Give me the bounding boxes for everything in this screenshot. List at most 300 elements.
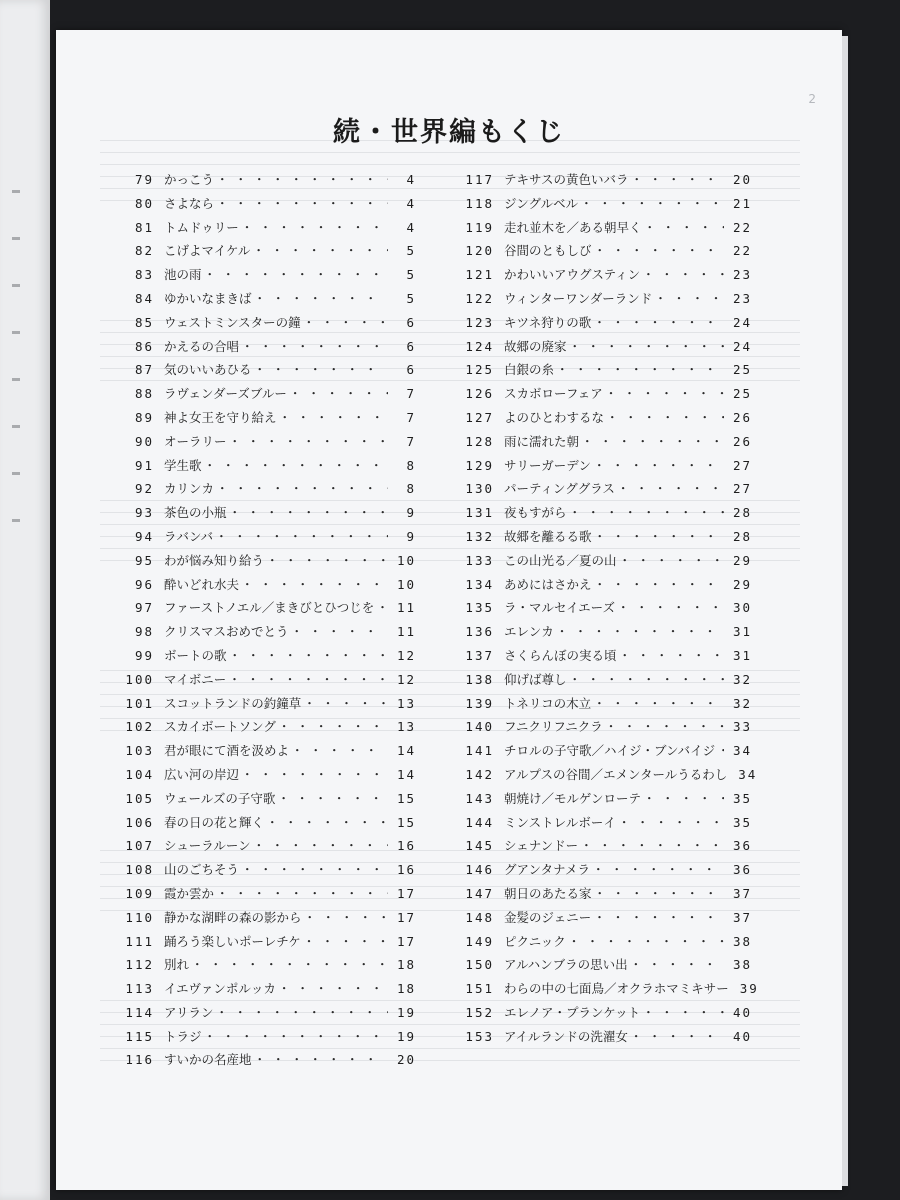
leader-dots [376, 598, 388, 616]
leader-dots [642, 265, 724, 283]
entry-title: かえるの合唱 [164, 338, 240, 354]
entry-title: 山のごちそう [164, 862, 240, 878]
toc-entry [116, 646, 416, 670]
entry-page-number: 38 [732, 957, 752, 973]
entry-title: エレノア・プランケット [504, 1004, 641, 1020]
entry-number: 86 [134, 338, 154, 354]
leader-dots [630, 955, 724, 973]
entry-number: 88 [134, 386, 154, 402]
leader-dots [254, 360, 388, 378]
toc-entry [116, 789, 416, 813]
leader-dots [204, 456, 388, 474]
entry-title: 霞か雲か [164, 885, 215, 901]
entry-title: テキサスの黄色いバラ [504, 172, 629, 187]
leader-dots [617, 598, 724, 616]
entry-number: 104 [125, 766, 154, 782]
entry-page-number: 11 [396, 600, 416, 616]
entry-number: 109 [125, 885, 154, 901]
leader-dots [717, 741, 724, 759]
leader-dots [278, 979, 388, 997]
entry-number: 89 [134, 409, 154, 425]
leader-dots [241, 860, 388, 878]
entry-number: 116 [125, 1052, 154, 1068]
entry-number: 83 [134, 267, 154, 283]
entry-page-number: 5 [406, 267, 416, 283]
entry-page-number: 35 [732, 790, 752, 806]
entry-page-number: 7 [406, 409, 416, 425]
entry-page-number: 15 [396, 790, 416, 806]
leader-dots [580, 836, 724, 854]
entry-title: エレンカ [504, 624, 554, 640]
leader-dots [191, 955, 388, 973]
entry-page-number: 32 [732, 695, 752, 711]
toc-entry [116, 527, 416, 551]
leader-dots [254, 289, 388, 307]
entry-page-number: 6 [406, 338, 416, 354]
entry-title: スカボローフェア [504, 386, 603, 402]
entry-number: 145 [465, 838, 494, 854]
toc-entry [116, 932, 416, 956]
entry-title: さよなら [164, 195, 215, 211]
toc-entry [456, 479, 752, 503]
toc-entry [116, 955, 416, 979]
entry-page-number: 37 [732, 885, 752, 901]
leader-dots [254, 1050, 388, 1068]
entry-number: 107 [125, 838, 154, 854]
entry-page-number: 31 [732, 624, 752, 640]
leader-dots [216, 884, 388, 902]
entry-page-number: 13 [396, 695, 416, 711]
entry-title: かっこう [164, 172, 215, 187]
entry-page-number: 4 [406, 195, 416, 211]
entry-title: アルハンブラの思い出 [504, 957, 628, 973]
entry-page-number: 20 [732, 172, 752, 187]
entry-page-number: 5 [406, 290, 416, 306]
leader-dots [644, 218, 724, 236]
leader-dots [556, 622, 724, 640]
entry-title: イエヴァンポルッカ [164, 981, 276, 997]
entry-page-number: 20 [396, 1052, 416, 1068]
entry-number: 112 [125, 957, 154, 973]
entry-number: 96 [134, 576, 154, 592]
entry-number: 134 [465, 576, 494, 592]
entry-number: 142 [465, 766, 494, 782]
entry-page-number: 4 [406, 219, 416, 235]
leader-dots [568, 932, 724, 950]
toc-entry [116, 170, 416, 194]
entry-title: この山光る／夏の山 [504, 552, 617, 568]
leader-dots [277, 789, 388, 807]
entry-number: 115 [125, 1028, 154, 1044]
toc-entry [116, 479, 416, 503]
toc-entry [456, 289, 752, 313]
toc-entry [116, 860, 416, 884]
entry-title: 神よ女王を守り給え [164, 409, 277, 425]
entry-number: 144 [465, 814, 494, 830]
entry-title: 踊ろう楽しいポーレチケ [164, 933, 301, 949]
entry-page-number: 26 [732, 433, 752, 449]
leader-dots [593, 694, 724, 712]
toc-entry [456, 813, 752, 837]
leader-dots [291, 741, 388, 759]
leader-dots [228, 670, 388, 688]
toc-entry [116, 741, 416, 765]
leader-dots [606, 408, 724, 426]
entry-title: スコットランドの釣鐘草 [164, 695, 302, 711]
toc-entry [456, 313, 752, 337]
entry-number: 120 [465, 243, 494, 259]
entry-title: 故郷を離るる歌 [504, 528, 592, 544]
entry-title: 別れ [164, 957, 190, 973]
entry-page-number: 30 [732, 600, 752, 616]
entry-title: ウィンターワンダーランド [504, 290, 653, 306]
leader-dots [204, 265, 388, 283]
toc-entry [456, 955, 752, 979]
toc-entry [116, 313, 416, 337]
entry-page-number: 7 [406, 433, 416, 449]
leader-dots [304, 908, 388, 926]
toc-entry [456, 456, 752, 480]
entry-title: よのひとわするな [504, 409, 605, 425]
entry-title: アルプスの谷間／エメンタールうるわし [504, 766, 728, 782]
entry-page-number: 8 [406, 481, 416, 497]
toc-entry [456, 670, 752, 694]
toc-entry [456, 360, 752, 384]
entry-page-number: 18 [396, 957, 416, 973]
toc-entry [116, 908, 416, 932]
entry-number: 140 [465, 719, 494, 735]
entry-number: 132 [465, 528, 494, 544]
leader-dots [229, 432, 388, 450]
leader-dots [630, 1027, 724, 1045]
leader-dots [569, 503, 724, 521]
entry-page-number: 19 [396, 1004, 416, 1020]
toc-entry [456, 432, 752, 456]
entry-title: チロルの子守歌／ハイジ・ブンバイジ [504, 743, 716, 759]
entry-page-number: 34 [738, 766, 758, 782]
entry-number: 129 [465, 457, 494, 473]
entry-page-number: 34 [732, 743, 752, 759]
toc-entry [456, 1027, 752, 1051]
entry-number: 98 [134, 624, 154, 640]
entry-page-number: 29 [732, 576, 752, 592]
leader-dots [289, 384, 388, 402]
entry-title: ファーストノエル／まきびとひつじを [164, 600, 375, 616]
entry-title: ジングルベル [504, 195, 579, 211]
toc-entry [456, 551, 752, 575]
entry-number: 94 [134, 528, 154, 544]
leader-dots [643, 789, 724, 807]
entry-page-number: 25 [732, 386, 752, 402]
entry-title: 茶色の小瓶 [164, 505, 227, 521]
toc-entry [116, 979, 416, 1003]
leader-dots [605, 384, 724, 402]
entry-page-number: 18 [396, 981, 416, 997]
leader-dots [204, 1027, 388, 1045]
leader-dots [619, 646, 724, 664]
entry-number: 152 [465, 1004, 494, 1020]
entry-page-number: 25 [732, 362, 752, 378]
entry-number: 108 [125, 862, 154, 878]
entry-title: アイルランドの洗濯女 [504, 1028, 628, 1044]
entry-page-number: 17 [396, 909, 416, 925]
leader-dots [216, 170, 388, 188]
entry-page-number: 28 [732, 505, 752, 521]
toc-entry [116, 622, 416, 646]
leader-dots [619, 551, 724, 569]
entry-number: 127 [465, 409, 494, 425]
entry-title: アリラン [164, 1004, 214, 1020]
entry-page-number: 6 [406, 314, 416, 330]
entry-number: 125 [465, 362, 494, 378]
entry-number: 92 [134, 481, 154, 497]
toc-entry [116, 218, 416, 242]
entry-page-number: 33 [732, 719, 752, 735]
leader-dots [279, 408, 388, 426]
toc-entry [456, 765, 758, 789]
entry-number: 84 [134, 290, 154, 306]
entry-page-number: 17 [396, 885, 416, 901]
entry-number: 79 [134, 172, 154, 187]
toc-entry [456, 218, 752, 242]
toc-column-right [456, 170, 759, 1050]
entry-page-number: 19 [396, 1028, 416, 1044]
entry-page-number: 9 [406, 505, 416, 521]
entry-page-number: 9 [406, 528, 416, 544]
entry-page-number: 5 [406, 243, 416, 259]
entry-page-number: 26 [732, 409, 752, 425]
entry-page-number: 39 [739, 981, 759, 997]
entry-page-number: 12 [396, 671, 416, 687]
entry-number: 105 [125, 790, 154, 806]
entry-page-number: 38 [732, 933, 752, 949]
leader-dots [241, 337, 388, 355]
entry-number: 106 [125, 814, 154, 830]
toc-entry [456, 908, 752, 932]
entry-number: 139 [465, 695, 494, 711]
toc-entry [456, 836, 752, 860]
entry-number: 126 [465, 386, 494, 402]
entry-page-number: 24 [732, 314, 752, 330]
entry-title: ピクニック [504, 933, 566, 949]
entry-title: キツネ狩りの歌 [504, 314, 592, 330]
leader-dots [241, 218, 388, 236]
toc-entry [116, 836, 416, 860]
leader-dots [654, 289, 724, 307]
toc-entry [116, 575, 416, 599]
entry-title: 酔いどれ水夫 [164, 576, 240, 592]
leader-dots [229, 646, 388, 664]
entry-number: 141 [465, 743, 494, 759]
toc-entry [456, 194, 752, 218]
entry-number: 123 [465, 314, 494, 330]
entry-number: 136 [465, 624, 494, 640]
entry-number: 121 [465, 267, 494, 283]
entry-page-number: 16 [396, 838, 416, 854]
entry-title: オーラリー [164, 433, 227, 449]
leader-dots [605, 717, 724, 735]
entry-number: 101 [125, 695, 154, 711]
entry-number: 150 [465, 957, 494, 973]
leader-dots [592, 860, 724, 878]
entry-title: 雨に濡れた朝 [504, 433, 580, 449]
entry-page-number: 23 [732, 267, 752, 283]
entry-page-number: 28 [732, 528, 752, 544]
entry-page-number: 16 [396, 862, 416, 878]
entry-page-number: 29 [732, 552, 752, 568]
entry-number: 128 [465, 433, 494, 449]
entry-page-number: 22 [732, 219, 752, 235]
entry-title: すいかの名産地 [164, 1052, 252, 1068]
entry-title: ウェールズの子守歌 [164, 790, 276, 806]
entry-page-number: 36 [732, 862, 752, 878]
entry-number: 81 [134, 219, 154, 235]
entry-title: こげよマイケル [164, 243, 251, 259]
entry-page-number: 14 [396, 743, 416, 759]
entry-title: 春の日の花と輝く [164, 814, 265, 830]
entry-page-number: 21 [732, 195, 752, 211]
entry-title: 走れ並木を／ある朝早く [504, 219, 642, 235]
entry-number: 80 [134, 195, 154, 211]
entry-title: シェナンドー [504, 838, 579, 854]
entry-number: 138 [465, 671, 494, 687]
entry-number: 124 [465, 338, 494, 354]
toc-entry [116, 289, 416, 313]
entry-number: 143 [465, 790, 494, 806]
entry-title: 仰げば尊し [504, 671, 567, 687]
entry-title: さくらんぼの実る頃 [504, 647, 617, 663]
toc-entry [116, 456, 416, 480]
toc-entry [456, 932, 752, 956]
toc-entry [116, 503, 416, 527]
entry-title: シューラルーン [164, 838, 251, 854]
toc-entry [456, 884, 752, 908]
entry-title: クリスマスおめでとう [164, 624, 289, 640]
toc-entry [456, 1003, 752, 1027]
leader-dots [303, 313, 388, 331]
entry-title: パーティンググラス [504, 481, 615, 497]
toc-entry [456, 979, 759, 1003]
entry-title: ラバンバ [164, 528, 214, 544]
entry-number: 151 [465, 981, 494, 997]
entry-number: 114 [125, 1004, 154, 1020]
toc-entry [116, 551, 416, 575]
leader-dots [278, 717, 388, 735]
entry-title: サリーガーデン [504, 457, 592, 473]
entry-number: 153 [465, 1028, 494, 1044]
leader-dots [229, 503, 388, 521]
entry-number: 122 [465, 290, 494, 306]
toc-entry [116, 765, 416, 789]
leader-dots [291, 622, 388, 640]
entry-title: 夜もすがら [504, 505, 567, 521]
leader-dots [581, 432, 724, 450]
toc-entry [456, 503, 752, 527]
entry-page-number: 36 [732, 838, 752, 854]
entry-number: 111 [125, 933, 154, 949]
entry-number: 118 [465, 195, 494, 211]
toc-entry [116, 384, 416, 408]
toc-entry [116, 408, 416, 432]
toc-entry [116, 194, 416, 218]
entry-number: 149 [465, 933, 494, 949]
entry-page-number: 17 [396, 933, 416, 949]
entry-number: 148 [465, 909, 494, 925]
entry-page-number: 27 [732, 481, 752, 497]
entry-title: フニクリフニクラ [504, 719, 603, 735]
entry-page-number: 23 [732, 290, 752, 306]
entry-number: 119 [465, 219, 494, 235]
entry-title: 学生歌 [164, 457, 202, 473]
entry-number: 133 [465, 552, 494, 568]
entry-title: ウェストミンスターの鐘 [164, 314, 301, 330]
entry-number: 117 [465, 172, 494, 187]
entry-title: 広い河の岸辺 [164, 766, 240, 782]
entry-number: 90 [134, 433, 154, 449]
entry-number: 110 [125, 909, 154, 925]
page-corner-number: 2 [808, 92, 816, 106]
leader-dots [593, 456, 724, 474]
entry-title: わらの中の七面鳥／オクラホマミキサー [504, 981, 729, 997]
entry-title: グアンタナメラ [504, 862, 591, 878]
entry-number: 82 [134, 243, 154, 259]
toc-entry [456, 170, 752, 194]
entry-page-number: 11 [396, 624, 416, 640]
leader-dots [556, 360, 724, 378]
entry-title: 故郷の廃家 [504, 338, 567, 354]
leader-dots [216, 194, 388, 212]
entry-page-number: 35 [732, 814, 752, 830]
toc-entry [456, 265, 752, 289]
entry-number: 146 [465, 862, 494, 878]
entry-number: 103 [125, 743, 154, 759]
leader-dots [594, 884, 724, 902]
entry-title: 気のいいあひる [164, 362, 252, 378]
entry-number: 102 [125, 719, 154, 735]
leader-dots [594, 527, 724, 545]
leader-dots [593, 313, 724, 331]
entry-title: トラジ [164, 1028, 202, 1044]
toc-entry [116, 813, 416, 837]
leader-dots [593, 908, 724, 926]
leader-dots [303, 932, 388, 950]
entry-title: ラヴェンダーズブルー [164, 386, 287, 402]
toc-page [56, 30, 842, 1190]
toc-entry [116, 360, 416, 384]
entry-title: カリンカ [164, 481, 215, 497]
toc-entry [456, 741, 752, 765]
entry-page-number: 22 [732, 243, 752, 259]
toc-entry [456, 408, 752, 432]
toc-entry [116, 694, 416, 718]
leader-dots [215, 527, 388, 545]
leader-dots [266, 551, 388, 569]
entry-title: 朝日のあたる家 [504, 885, 592, 901]
entry-page-number: 10 [396, 552, 416, 568]
leader-dots [252, 241, 388, 259]
entry-number: 97 [134, 600, 154, 616]
toc-entry [116, 432, 416, 456]
toc-entry [456, 384, 752, 408]
entry-title: ラ・マルセイエーズ [504, 600, 616, 616]
entry-number: 100 [125, 671, 154, 687]
entry-number: 147 [465, 885, 494, 901]
toc-entry [116, 241, 416, 265]
entry-title: 静かな湖畔の森の影から [164, 909, 302, 925]
entry-title: 君が眼にて酒を汲めよ [164, 743, 290, 759]
entry-title: ゆかいなまきば [164, 290, 252, 306]
entry-number: 137 [465, 647, 494, 663]
